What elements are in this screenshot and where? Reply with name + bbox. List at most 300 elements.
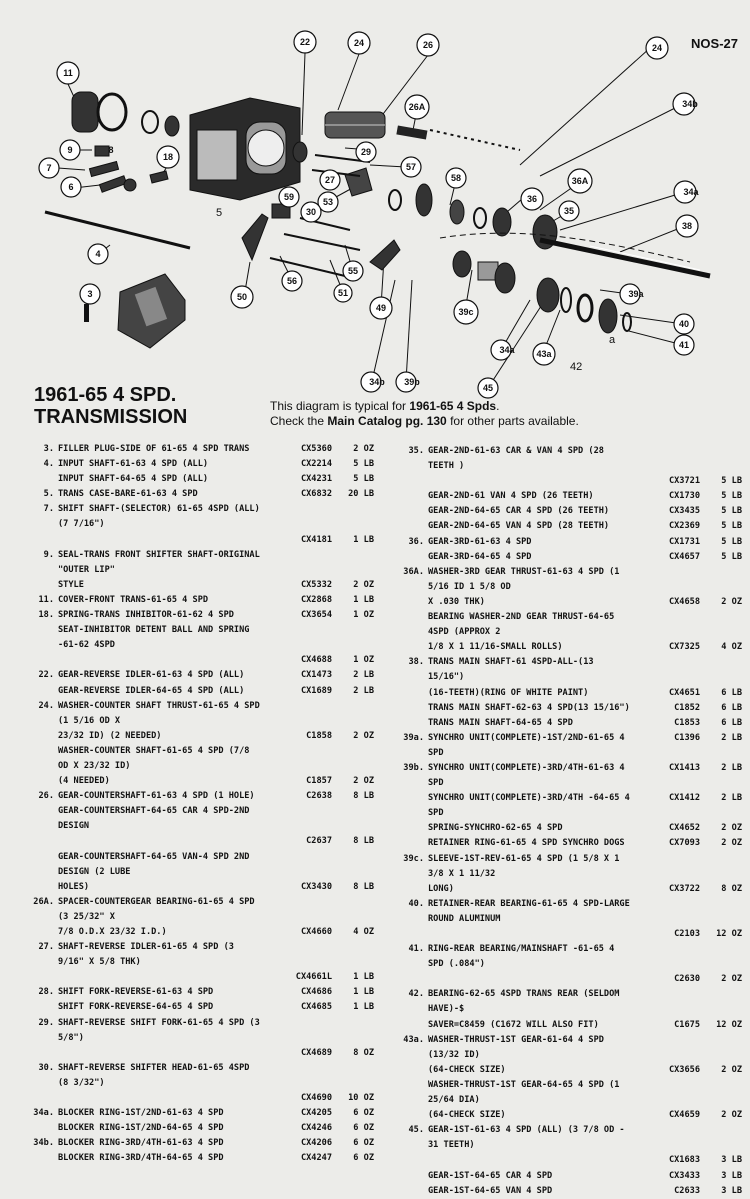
part-code: CX1412 xyxy=(668,793,700,804)
part-description: SHAFT-REVERSE SHIFT FORK-61-65 4 SPD (3 5/8") xyxy=(58,1017,260,1043)
part-number-index: 3. xyxy=(43,444,54,454)
part-code: CX1689 xyxy=(300,685,332,696)
input-shaft xyxy=(45,212,190,248)
part-row xyxy=(8,1016,374,1046)
callout-4 xyxy=(88,244,108,264)
exploded-diagram xyxy=(0,0,750,400)
part-number-index: 24. xyxy=(38,700,54,711)
part-code: CX3721 xyxy=(668,476,700,487)
part-code: CX4659 xyxy=(668,1110,700,1121)
callout-24 xyxy=(348,32,370,54)
callout-24-right xyxy=(646,37,668,59)
part-description: BLOCKER RING-1ST/2ND-61-63 4 SPD xyxy=(58,1108,224,1119)
callout-26 xyxy=(417,34,439,56)
part-description: BEARING-62-65 4SPD TRANS REAR (SELDOM HAVE)-$ xyxy=(428,989,620,1015)
part-description: WASHER-COUNTER SHAFT-61-65 4 SPD (7/8 OD X 23/32 ID) xyxy=(58,745,250,771)
label-case-5: 5 xyxy=(216,207,223,219)
part-row xyxy=(378,927,742,942)
part-row xyxy=(378,610,742,640)
parts-list-right xyxy=(378,444,742,1199)
part-weight: 1 OZ xyxy=(353,655,374,666)
part-description: LONG) xyxy=(428,883,454,894)
part-row xyxy=(378,1063,742,1078)
part-weight: 8 LB xyxy=(353,836,374,847)
part-description: SHIFT FORK-REVERSE-61-63 4 SPD xyxy=(58,987,214,998)
part-weight: 2 LB xyxy=(721,793,742,804)
callout-34a-top xyxy=(674,181,699,203)
part-weight: 3 LB xyxy=(721,1185,742,1196)
part-description: 23/32 ID) (2 NEEDED) xyxy=(58,730,162,741)
part-description: WASHER-THRUST-1ST GEAR-61-64 4 SPD (13/32 ID) xyxy=(428,1034,604,1060)
part-number-index: 39a. xyxy=(403,732,424,743)
part-code: CX4686 xyxy=(300,987,332,998)
svg-text:59: 59 xyxy=(283,192,295,202)
part-code: CX4231 xyxy=(300,474,332,485)
part-weight: 8 OZ xyxy=(353,1047,374,1058)
part-row xyxy=(8,533,374,548)
part-weight: 6 OZ xyxy=(353,1108,374,1119)
part-description: SYNCHRO UNIT(COMPLETE)-1ST/2ND-61-65 4 SPD xyxy=(428,732,625,758)
callouts xyxy=(39,31,699,398)
transmission-case xyxy=(190,98,300,200)
part-number-index: 30. xyxy=(38,1062,54,1073)
part-number-index: 18. xyxy=(38,610,54,621)
svg-text:45: 45 xyxy=(482,383,494,393)
part-code: CX3654 xyxy=(300,610,332,621)
svg-text:39c: 39c xyxy=(458,307,474,317)
part-code: CX4206 xyxy=(300,1138,332,1149)
part-row xyxy=(8,1136,374,1151)
svg-text:29: 29 xyxy=(360,147,372,157)
part-weight: 6 OZ xyxy=(353,1123,374,1134)
part-code: C2633 xyxy=(674,1185,700,1196)
part-description: FILLER PLUG-SIDE OF 61-65 4 SPD TRANS xyxy=(58,444,250,454)
part-description: SPRING-TRANS INHIBITOR-61-62 4 SPD xyxy=(58,610,234,621)
part-weight: 4 OZ xyxy=(353,927,374,937)
part-code: CX2214 xyxy=(300,459,332,470)
part-number-index: 42. xyxy=(408,989,424,1000)
part-number-index: 41. xyxy=(408,944,424,955)
svg-text:26: 26 xyxy=(422,40,434,50)
part-weight: 10 OZ xyxy=(348,1093,374,1104)
part-weight: 5 LB xyxy=(721,491,742,502)
part-number-index: 43a. xyxy=(403,1034,424,1045)
part-weight: 6 LB xyxy=(721,717,742,728)
part-description: SHAFT-REVERSE IDLER-61-65 4 SPD (3 9/16" X 5/8 THK) xyxy=(58,942,234,968)
part-weight: 5 LB xyxy=(721,536,742,547)
part-row xyxy=(378,655,742,685)
callout-41 xyxy=(674,335,694,355)
part-weight: 3 LB xyxy=(721,1170,742,1181)
part-description: SHAFT-REVERSE SHIFTER HEAD-61-65 4SPD (8 3/32") xyxy=(58,1062,250,1088)
part-code: CX1683 xyxy=(668,1155,700,1166)
parts-list-left xyxy=(8,442,374,1167)
svg-text:39a: 39a xyxy=(628,289,644,299)
part-row xyxy=(8,593,374,608)
part-row xyxy=(8,623,374,653)
note-post2: for other parts available. xyxy=(446,414,579,428)
part-row xyxy=(8,1106,374,1121)
svg-text:34b: 34b xyxy=(682,99,698,109)
part-description: TRANS MAIN SHAFT-61 4SPD-ALL-(13 15/16") xyxy=(428,657,594,683)
part-description: BLOCKER RING-3RD/4TH-61-63 4 SPD xyxy=(58,1138,224,1149)
part-weight: 2 OZ xyxy=(721,1110,742,1121)
callout-6 xyxy=(61,177,81,197)
part-number-index: 27. xyxy=(38,942,54,953)
part-code: CX4651 xyxy=(668,687,700,698)
svg-text:7: 7 xyxy=(46,163,52,173)
svg-text:57: 57 xyxy=(405,162,417,172)
part-code: C1675 xyxy=(674,1019,700,1030)
part-weight: 5 LB xyxy=(721,506,742,517)
part-description: INPUT SHAFT-64-65 4 SPD (ALL) xyxy=(58,474,209,485)
part-code: CX3430 xyxy=(300,881,332,892)
part-description: COVER-FRONT TRANS-61-65 4 SPD xyxy=(58,594,209,605)
part-number-index: 35. xyxy=(408,446,424,456)
part-description: GEAR-3RD-61-63 4 SPD xyxy=(428,536,532,547)
note-pre2: Check the xyxy=(270,414,328,428)
part-code: C1852 xyxy=(674,702,700,713)
part-weight: 1 LB xyxy=(353,987,374,998)
part-row xyxy=(8,1000,374,1015)
part-weight: 2 LB xyxy=(353,685,374,696)
svg-text:51: 51 xyxy=(337,288,349,298)
note-bold2: Main Catalog pg. 130 xyxy=(327,414,447,428)
svg-text:36A: 36A xyxy=(571,176,589,186)
part-weight: 2 OZ xyxy=(353,776,374,787)
callout-26A xyxy=(405,95,429,119)
callout-51 xyxy=(334,284,352,302)
part-row xyxy=(8,834,374,849)
part-description: GEAR-1ST-64-65 CAR 4 SPD xyxy=(428,1170,553,1181)
svg-text:56: 56 xyxy=(286,276,298,286)
svg-text:55: 55 xyxy=(347,266,359,276)
callout-57 xyxy=(401,157,421,177)
part-weight: 1 LB xyxy=(353,594,374,605)
part-row xyxy=(378,535,742,550)
part-code: C1857 xyxy=(306,776,332,787)
part-description: GEAR-COUNTERSHAFT-64-65 VAN-4 SPD 2ND DESIGN (2 LUBE xyxy=(58,851,250,877)
part-weight: 2 OZ xyxy=(353,579,374,590)
part-description: (64-CHECK SIZE) xyxy=(428,1110,506,1121)
part-description: INPUT SHAFT-61-63 4 SPD (ALL) xyxy=(58,459,209,470)
part-number-index: 29. xyxy=(38,1017,54,1028)
part-row xyxy=(378,565,742,595)
part-row xyxy=(378,519,742,534)
part-weight: 4 OZ xyxy=(721,642,742,653)
side-cover xyxy=(84,274,185,348)
part-row xyxy=(378,761,742,791)
part-row xyxy=(8,744,374,774)
part-number-index: 39b. xyxy=(403,762,424,773)
part-number-index: 34b. xyxy=(33,1138,54,1149)
svg-text:8: 8 xyxy=(108,145,114,155)
part-code: C1853 xyxy=(674,717,700,728)
part-description: WASHER-3RD GEAR THRUST-61-63 4 SPD (1 5/16 ID 1 5/8 OD xyxy=(428,566,620,592)
part-code: C1858 xyxy=(306,730,332,741)
callout-34b-top xyxy=(673,93,698,115)
part-weight: 6 LB xyxy=(721,702,742,713)
part-row xyxy=(378,686,742,701)
part-code: CX4246 xyxy=(300,1123,332,1134)
part-number-index: 26A. xyxy=(33,896,54,907)
note-bold1: 1961-65 4 Spds xyxy=(409,399,497,413)
part-row xyxy=(378,897,742,927)
part-weight: 1 LB xyxy=(353,534,374,545)
part-row xyxy=(378,731,742,761)
part-description: SEAL-TRANS FRONT SHIFTER SHAFT-ORIGINAL "OUTER LIP" xyxy=(58,549,260,575)
part-weight: 2 OZ xyxy=(721,1064,742,1075)
part-description: SPRING-SYNCHRO-62-65 4 SPD xyxy=(428,823,563,834)
part-description: (4 NEEDED) xyxy=(58,776,110,787)
part-number-index: 4. xyxy=(43,459,54,470)
part-description: WASHER-COUNTER SHAFT THRUST-61-65 4 SPD (1 5/16 OD X xyxy=(58,700,260,726)
part-number-index: 45. xyxy=(408,1125,424,1136)
part-weight: 8 OZ xyxy=(721,883,742,894)
callout-36A xyxy=(568,169,592,193)
part-description: SHIFT SHAFT-(SELECTOR) 61-65 4SPD (ALL) (7 7/16") xyxy=(58,504,260,530)
part-row xyxy=(8,729,374,744)
part-code: CX7093 xyxy=(668,838,700,849)
callout-58 xyxy=(446,168,466,188)
part-row xyxy=(378,1018,742,1033)
part-weight: 3 LB xyxy=(721,1155,742,1166)
part-row xyxy=(8,895,374,925)
diagram-note xyxy=(270,399,579,429)
part-number-index: 36. xyxy=(408,536,424,547)
part-description: GEAR-REVERSE IDLER-64-65 4 SPD (ALL) xyxy=(58,685,245,696)
part-number-index: 38. xyxy=(408,657,424,668)
part-code: CX3656 xyxy=(668,1064,700,1075)
part-weight: 1 LB xyxy=(353,972,374,983)
part-description: GEAR-2ND-61-63 CAR & VAN 4 SPD (28 TEETH ) xyxy=(428,446,604,472)
mainshaft-assembly xyxy=(389,184,710,333)
part-description: GEAR-2ND-64-65 CAR 4 SPD (26 TEETH) xyxy=(428,506,610,517)
part-row xyxy=(378,595,742,610)
part-row xyxy=(378,836,742,851)
part-row xyxy=(378,640,742,655)
part-weight: 2 LB xyxy=(353,670,374,681)
part-description: SYNCHRO UNIT(COMPLETE)-3RD/4TH -64-65 4 SPD xyxy=(428,793,630,819)
part-row xyxy=(8,487,374,502)
part-description: SAVER=C8459 (C1672 WILL ALSO FIT) xyxy=(428,1019,599,1030)
svg-text:36: 36 xyxy=(526,194,538,204)
part-description: RETAINER RING-61-65 4 SPD SYNCHRO DOGS xyxy=(428,838,625,849)
part-number-index: 34a. xyxy=(33,1108,54,1119)
svg-text:22: 22 xyxy=(299,37,311,47)
note-post1: . xyxy=(496,399,500,413)
part-description: GEAR-COUNTERSHAFT-61-63 4 SPD (1 HOLE) xyxy=(58,791,255,802)
part-row xyxy=(8,699,374,729)
part-row xyxy=(8,1061,374,1091)
part-code: CX4205 xyxy=(300,1108,332,1119)
part-description: RING-REAR BEARING/MAINSHAFT -61-65 4 SPD (.084") xyxy=(428,944,615,970)
part-row xyxy=(378,550,742,565)
part-weight: 2 OZ xyxy=(721,823,742,834)
part-row xyxy=(378,987,742,1017)
svg-text:38: 38 xyxy=(681,221,693,231)
svg-text:9: 9 xyxy=(67,145,73,155)
part-row xyxy=(378,791,742,821)
part-weight: 12 OZ xyxy=(716,929,742,939)
part-number-index: 7. xyxy=(43,504,54,515)
svg-text:26A: 26A xyxy=(408,102,426,112)
part-code: CX3722 xyxy=(668,883,700,894)
part-weight: 5 LB xyxy=(353,459,374,470)
part-weight: 1 LB xyxy=(353,1002,374,1013)
part-row xyxy=(8,804,374,834)
part-code: CX1473 xyxy=(300,670,332,681)
part-description: (64-CHECK SIZE) xyxy=(428,1064,506,1075)
part-code: CX4657 xyxy=(668,551,700,562)
part-description: GEAR-2ND-64-65 VAN 4 SPD (28 TEETH) xyxy=(428,521,610,532)
svg-text:35: 35 xyxy=(563,206,575,216)
part-row xyxy=(8,985,374,1000)
part-description: (16-TEETH)(RING OF WHITE PAINT) xyxy=(428,687,589,698)
svg-text:43a: 43a xyxy=(536,349,552,359)
part-row xyxy=(378,701,742,716)
part-weight: 2 OZ xyxy=(721,838,742,849)
part-row xyxy=(378,489,742,504)
part-code: C2103 xyxy=(674,929,700,939)
part-number-index: 9. xyxy=(43,549,54,560)
part-description: BLOCKER RING-1ST/2ND-64-65 4 SPD xyxy=(58,1123,224,1134)
label-42: 42 xyxy=(570,361,583,373)
part-code: CX4652 xyxy=(668,823,700,834)
svg-text:58: 58 xyxy=(450,173,462,183)
svg-text:39b: 39b xyxy=(404,377,420,387)
part-description: 1/8 X 1 11/16-SMALL ROLLS) xyxy=(428,642,563,653)
callout-18 xyxy=(157,146,179,168)
callout-39c xyxy=(454,300,478,324)
part-weight: 2 OZ xyxy=(353,444,374,454)
svg-text:6: 6 xyxy=(68,182,74,192)
svg-text:49: 49 xyxy=(375,303,387,313)
part-description: GEAR-COUNTERSHAFT-64-65 CAR 4 SPD-2ND DESIGN xyxy=(58,806,250,832)
part-description: SLEEVE-1ST-REV-61-65 4 SPD (1 5/8 X 1 3/8 X 1 11/32 xyxy=(428,853,620,879)
part-code: CX5332 xyxy=(300,579,332,590)
callout-27 xyxy=(320,170,340,190)
part-row xyxy=(8,457,374,472)
callout-39b xyxy=(396,372,420,392)
part-row xyxy=(8,653,374,668)
part-code: CX2369 xyxy=(668,521,700,532)
label-a: a xyxy=(609,334,616,346)
svg-text:24: 24 xyxy=(651,43,663,53)
part-row xyxy=(378,1153,742,1168)
page-title xyxy=(34,384,187,428)
part-description: GEAR-REVERSE IDLER-61-63 4 SPD (ALL) xyxy=(58,670,245,681)
part-code: CX4181 xyxy=(300,534,332,545)
part-description: TRANS MAIN SHAFT-62-63 4 SPD(13 15/16") xyxy=(428,702,630,713)
callout-22 xyxy=(294,31,316,53)
part-weight: 1 OZ xyxy=(353,610,374,621)
part-code: CX1413 xyxy=(668,762,700,773)
note-pre1: This diagram is typical for xyxy=(270,399,410,413)
part-code: CX2868 xyxy=(300,594,332,605)
part-row xyxy=(8,970,374,985)
part-row xyxy=(378,882,742,897)
part-code: CX4689 xyxy=(300,1047,332,1058)
part-description: STYLE xyxy=(58,579,84,590)
title-line-1: 1961-65 4 SPD. xyxy=(34,384,177,406)
part-row xyxy=(8,442,374,457)
svg-text:34a: 34a xyxy=(499,345,515,355)
part-row xyxy=(8,684,374,699)
callout-9 xyxy=(60,140,80,160)
part-row xyxy=(378,1033,742,1063)
part-row xyxy=(8,774,374,789)
callout-59 xyxy=(279,187,299,207)
part-code: CX3433 xyxy=(668,1170,700,1181)
part-description: SHIFT FORK-REVERSE-64-65 4 SPD xyxy=(58,1002,214,1013)
part-row xyxy=(378,1078,742,1108)
part-description: GEAR-1ST-61-63 4 SPD (ALL) (3 7/8 OD - 31 TEETH) xyxy=(428,1125,625,1151)
svg-text:27: 27 xyxy=(324,175,336,185)
part-code: CX7325 xyxy=(668,642,700,653)
front-cover xyxy=(72,92,179,136)
part-code: CX6832 xyxy=(300,489,332,500)
callout-43a xyxy=(533,343,555,365)
callout-38 xyxy=(676,215,698,237)
callout-35 xyxy=(559,201,579,221)
part-weight: 6 LB xyxy=(721,687,742,698)
part-row xyxy=(378,821,742,836)
part-number-index: 36A. xyxy=(403,566,424,577)
part-row xyxy=(8,925,374,940)
part-number-index: 5. xyxy=(43,489,54,500)
part-row xyxy=(8,1046,374,1061)
part-row xyxy=(8,472,374,487)
callout-29 xyxy=(356,142,376,162)
callout-40 xyxy=(674,314,694,334)
part-row xyxy=(378,444,742,474)
part-number-index: 11. xyxy=(38,594,54,605)
part-weight: 2 LB xyxy=(721,732,742,743)
part-weight: 5 LB xyxy=(721,521,742,532)
title-line-2: TRANSMISSION xyxy=(34,406,188,428)
part-row xyxy=(8,608,374,623)
part-code: CX4660 xyxy=(300,927,332,937)
part-weight: 6 OZ xyxy=(353,1153,374,1164)
part-weight: 6 OZ xyxy=(353,1138,374,1149)
callout-39a xyxy=(620,284,644,304)
part-description: GEAR-2ND-61 VAN 4 SPD (26 TEETH) xyxy=(428,491,594,502)
part-weight: 8 LB xyxy=(353,791,374,802)
part-code: CX4685 xyxy=(300,1002,332,1013)
part-weight: 5 LB xyxy=(353,474,374,485)
part-row xyxy=(8,850,374,880)
part-description: SYNCHRO UNIT(COMPLETE)-3RD/4TH-61-63 4 SPD xyxy=(428,762,625,789)
part-code: C2630 xyxy=(674,974,700,985)
part-row xyxy=(8,502,374,532)
svg-text:3: 3 xyxy=(87,289,93,299)
part-weight: 2 LB xyxy=(721,762,742,773)
part-number-index: 22. xyxy=(38,670,54,681)
part-description: WASHER-THRUST-1ST GEAR-64-65 4 SPD (1 25/64 DIA) xyxy=(428,1079,620,1106)
part-code: C1396 xyxy=(674,732,700,743)
part-weight: 20 LB xyxy=(348,489,374,500)
callout-11 xyxy=(57,62,79,84)
page-id: NOS-27 xyxy=(691,36,738,51)
svg-text:24: 24 xyxy=(353,38,365,48)
part-number-index: 28. xyxy=(38,987,54,998)
part-row xyxy=(378,1123,742,1153)
part-code: CX5360 xyxy=(300,444,332,454)
callout-56 xyxy=(282,271,302,291)
part-number-index: 39c. xyxy=(403,853,424,864)
part-description: GEAR-1ST-64-65 VAN 4 SPD xyxy=(428,1185,553,1196)
